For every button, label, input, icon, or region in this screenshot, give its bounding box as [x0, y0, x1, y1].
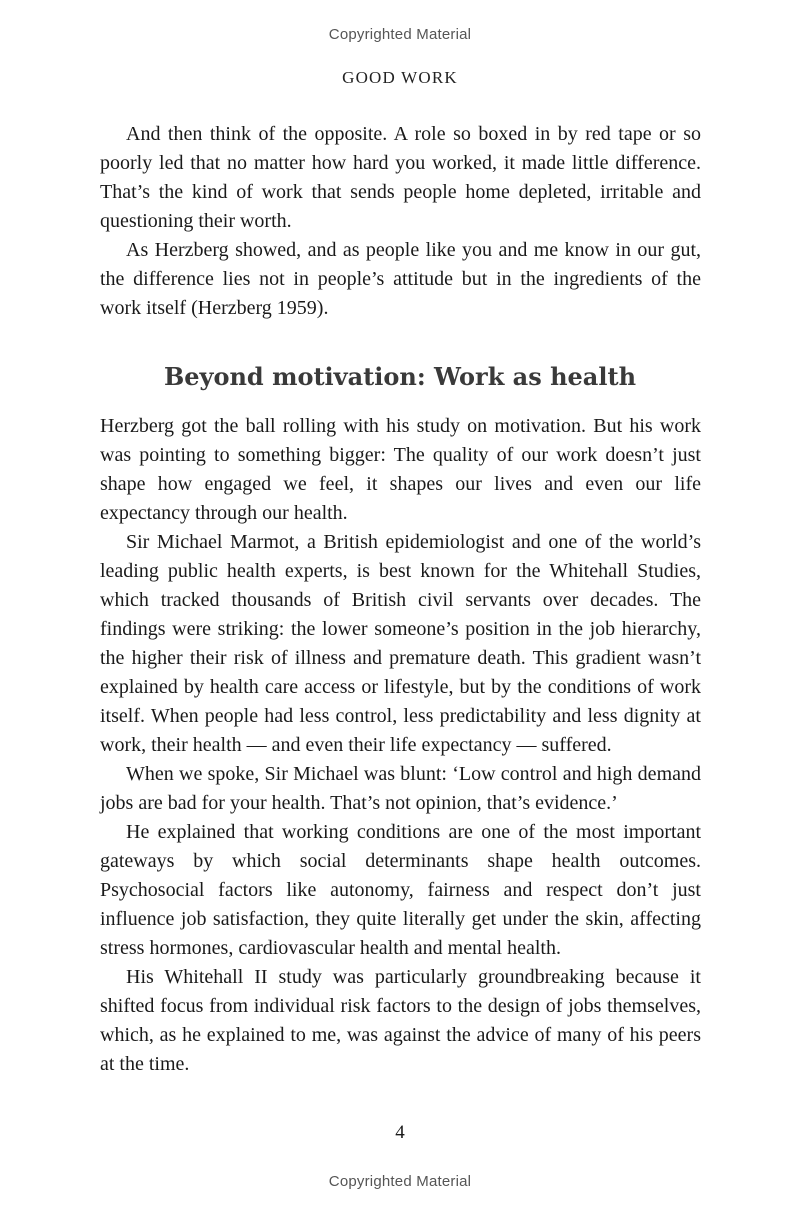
section-heading: Beyond motivation: Work as health [163, 362, 637, 391]
copyright-watermark-bottom: Copyrighted Material [328, 1173, 472, 1190]
running-head: GOOD WORK [342, 68, 458, 87]
paragraph: His Whitehall II study was particularly groundbreaking because it shifted focus from individual risk factors to the design of jobs themselves, which, as he explained to me, was against the advice of many of his peers at the time. [100, 966, 701, 1075]
paragraph: Sir Michael Marmot, a British epidemiologist and one of the world’s leading public health experts, is best known for the Whitehall Studies, which tracked thousands of British civil servants over decades. The findings were striking: the lower someone’s position in the job hierarchy, the higher their risk of illness and premature death. This gradient wasn’t explained by health care access or lifestyle, but by the conditions of work itself. When people had less control, less predictability and less dignity at work, their health — and even their life expectancy — suffered. [100, 531, 701, 756]
section-text-block [100, 412, 701, 1079]
page-number: 4 [395, 1122, 405, 1143]
paragraph: He explained that working conditions are one of the most important gateways by which social determinants shape health outcomes. Psychosocial factors like autonomy, fairness and respect don’t just influence job satisfaction, they quite literally get under the skin, affecting stress hormones, cardiovascular health and mental health. [100, 821, 701, 959]
copyright-watermark-top: Copyrighted Material [328, 26, 472, 43]
paragraph: And then think of the opposite. A role so boxed in by red tape or so poorly led that no matter how hard you worked, it made little difference. That’s the kind of work that sends people home depleted, irritable and questioning their worth. [100, 123, 701, 232]
paragraph: When we spoke, Sir Michael was blunt: ‘Low control and high demand jobs are bad for your health. That’s not opinion, that’s evidence.’ [100, 763, 701, 814]
intro-text-block [100, 120, 701, 323]
paragraph: As Herzberg showed, and as people like you and me know in our gut, the difference lies not in people’s attitude but in the ingredients of the work itself (Herzberg 1959). [100, 239, 701, 319]
paragraph: Herzberg got the ball rolling with his study on motivation. But his work was pointing to something bigger: The quality of our work doesn’t just shape how engaged we feel, it shapes our lives and even our life expectancy through our health. [100, 415, 701, 524]
